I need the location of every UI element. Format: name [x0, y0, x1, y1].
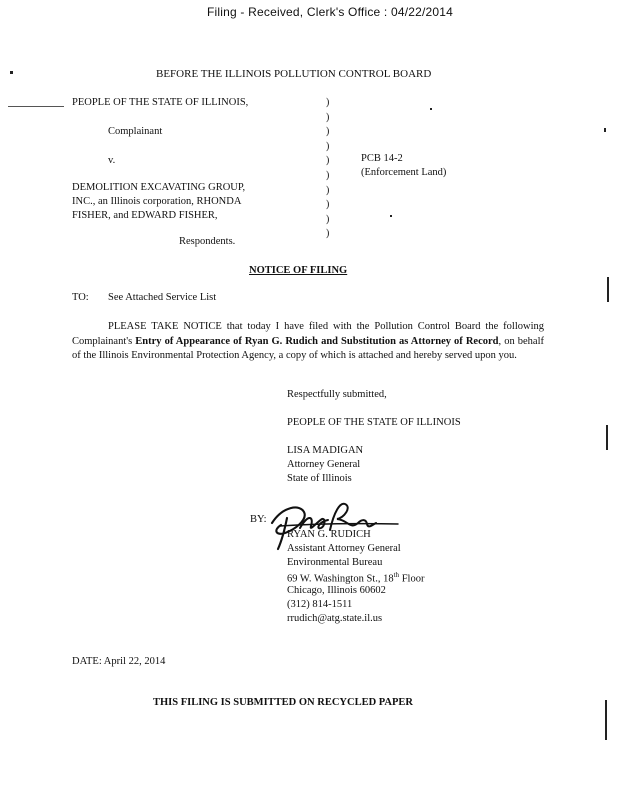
by-label: BY: — [250, 514, 267, 525]
attorney-general-state: State of Illinois — [287, 473, 352, 484]
email: rrudich@atg.state.il.us — [287, 613, 383, 624]
address-ordinal: th — [393, 571, 400, 579]
notice-title: NOTICE OF FILING — [249, 265, 348, 276]
caption-divider: ) ) ) ) ) ) ) ) ) ) — [326, 97, 330, 240]
filing-stamp: Filing - Received, Clerk's Office : 04/22/2014 — [207, 5, 454, 19]
case-type: (Enforcement Land) — [361, 167, 447, 178]
attorney-name: RYAN G. RUDICH — [287, 529, 371, 540]
versus: v. — [108, 155, 116, 166]
defendant-line: INC., an Illinois corporation, RHONDA — [72, 196, 242, 208]
closing: Respectfully submitted, — [287, 389, 387, 400]
attorney-title: Assistant Attorney General — [287, 543, 401, 554]
to-value: See Attached Service List — [108, 292, 217, 303]
scan-speck — [10, 71, 13, 74]
plaintiff-name: PEOPLE OF THE STATE OF ILLINOIS, — [72, 97, 249, 108]
filing-date: DATE: April 22, 2014 — [72, 656, 166, 667]
scan-speck — [606, 425, 608, 450]
scan-speck — [607, 277, 609, 302]
attorney-general-title: Attorney General — [287, 459, 361, 470]
notice-paragraph — [72, 320, 544, 364]
case-number: PCB 14-2 — [361, 153, 403, 164]
plaintiff-role: Complainant — [108, 126, 163, 137]
to-label: TO: — [72, 292, 89, 303]
bureau: Environmental Bureau — [287, 557, 383, 568]
defendant-line: FISHER, and EDWARD FISHER, — [72, 210, 218, 222]
defendant-role: Respondents. — [179, 236, 236, 247]
address-tail: Floor — [399, 573, 425, 585]
body-tail: , on behalf of the Illinois Environmental Protection Agency, a copy of which is attached and hereby served upon you. — [72, 335, 544, 361]
attorney-general-name: LISA MADIGAN — [287, 445, 364, 456]
scan-speck — [8, 106, 64, 107]
body-lead: PLEASE TAKE NOTICE that today I have filed with the Pollution Control Board the following Complainant's — [72, 321, 544, 347]
board-title: BEFORE THE ILLINOIS POLLUTION CONTROL BOARD — [156, 68, 432, 80]
address — [287, 571, 424, 585]
party-name: PEOPLE OF THE STATE OF ILLINOIS — [287, 417, 461, 428]
city: Chicago, Illinois 60602 — [287, 585, 386, 596]
defendant-names — [72, 181, 245, 224]
recycled-paper-notice: THIS FILING IS SUBMITTED ON RECYCLED PAPER — [153, 697, 414, 708]
address-line: 69 W. Washington St., 18 — [287, 573, 394, 585]
scan-speck — [390, 215, 392, 217]
phone: (312) 814-1511 — [287, 599, 353, 610]
scan-speck — [430, 108, 432, 110]
defendant-line: DEMOLITION EXCAVATING GROUP, — [72, 182, 246, 193]
body-document-title: Entry of Appearance of Ryan G. Rudich and Substitution as Attorney of Record — [135, 335, 499, 347]
scan-speck — [605, 700, 607, 740]
scan-speck — [604, 128, 606, 132]
